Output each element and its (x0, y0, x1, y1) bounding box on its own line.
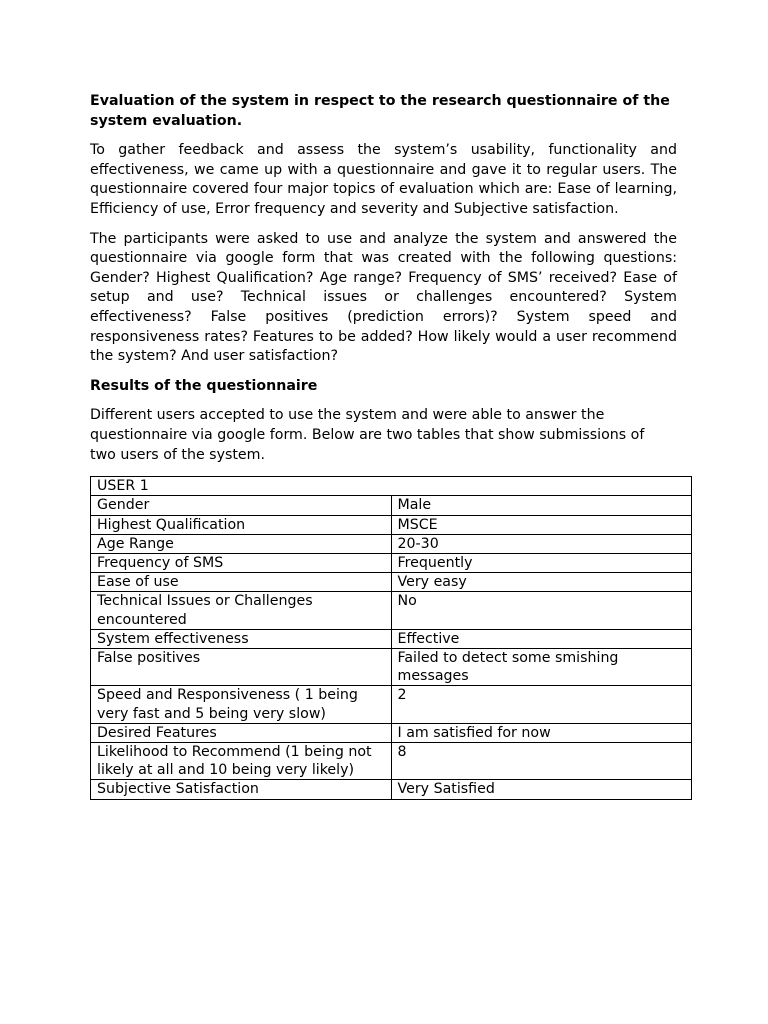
table-row (91, 496, 692, 515)
row-label: Speed and Responsiveness ( 1 being very fast and 5 being very slow) (91, 686, 392, 723)
table-row (91, 629, 692, 648)
row-value: Male (391, 496, 692, 515)
participants-paragraph: The participants were asked to use and analyze the system and answered the questionnaire via google form that was created with the following questions: Gender? Highest Qualification? Age range? Frequency of SMS’ received? Ease of setup and use? Technical issues or challenges encountered? System effectiveness? False positives (prediction errors)? System speed and responsiveness rates? Features to be added? How likely would a user recommend the system? And user satisfaction? (90, 230, 677, 365)
row-value: No (391, 592, 692, 629)
table-row (91, 742, 692, 779)
row-value: Very easy (391, 573, 692, 592)
table-row (91, 780, 692, 799)
row-label: Highest Qualification (91, 515, 392, 534)
row-value: MSCE (391, 515, 692, 534)
table-row (91, 648, 692, 685)
results-paragraph: Different users accepted to use the system and were able to answer the questionnaire via google form. Below are two tables that show submissions of two users of the system. (90, 407, 645, 463)
table-row (91, 534, 692, 553)
row-label: System effectiveness (91, 629, 392, 648)
row-label: Frequency of SMS (91, 553, 392, 572)
document-page (90, 92, 692, 800)
row-label: Ease of use (91, 573, 392, 592)
row-label: Desired Features (91, 723, 392, 742)
row-label: Age Range (91, 534, 392, 553)
row-label: False positives (91, 648, 392, 685)
row-label: Subjective Satisfaction (91, 780, 392, 799)
table-title: USER 1 (91, 477, 692, 496)
table-row (91, 723, 692, 742)
table-row (91, 592, 692, 629)
table-row (91, 553, 692, 572)
row-value: Effective (391, 629, 692, 648)
row-value: Very Satisfied (391, 780, 692, 799)
row-label: Gender (91, 496, 392, 515)
row-label: Technical Issues or Challenges encountered (91, 592, 392, 629)
table-row (91, 686, 692, 723)
table-row (91, 573, 692, 592)
row-value: I am satisfied for now (391, 723, 692, 742)
row-value: 2 (391, 686, 692, 723)
row-value: Frequently (391, 553, 692, 572)
table-row (91, 515, 692, 534)
results-heading: Results of the questionnaire (90, 377, 318, 394)
row-value: 8 (391, 742, 692, 779)
row-value: Failed to detect some smishing messages (391, 648, 692, 685)
user-1-table (90, 476, 692, 799)
table-title-row (91, 477, 692, 496)
intro-paragraph: To gather feedback and assess the system’s usability, functionality and effectiveness, we came up with a questionnaire and gave it to regular users. The questionnaire covered four major topics of evaluation which are: Ease of learning, Efficiency of use, Error frequency and severity and Subjective satisfaction. (90, 142, 677, 217)
row-value: 20-30 (391, 534, 692, 553)
document-heading: Evaluation of the system in respect to the research questionnaire of the system evaluation. (90, 93, 670, 129)
row-label: Likelihood to Recommend (1 being not likely at all and 10 being very likely) (91, 742, 392, 779)
